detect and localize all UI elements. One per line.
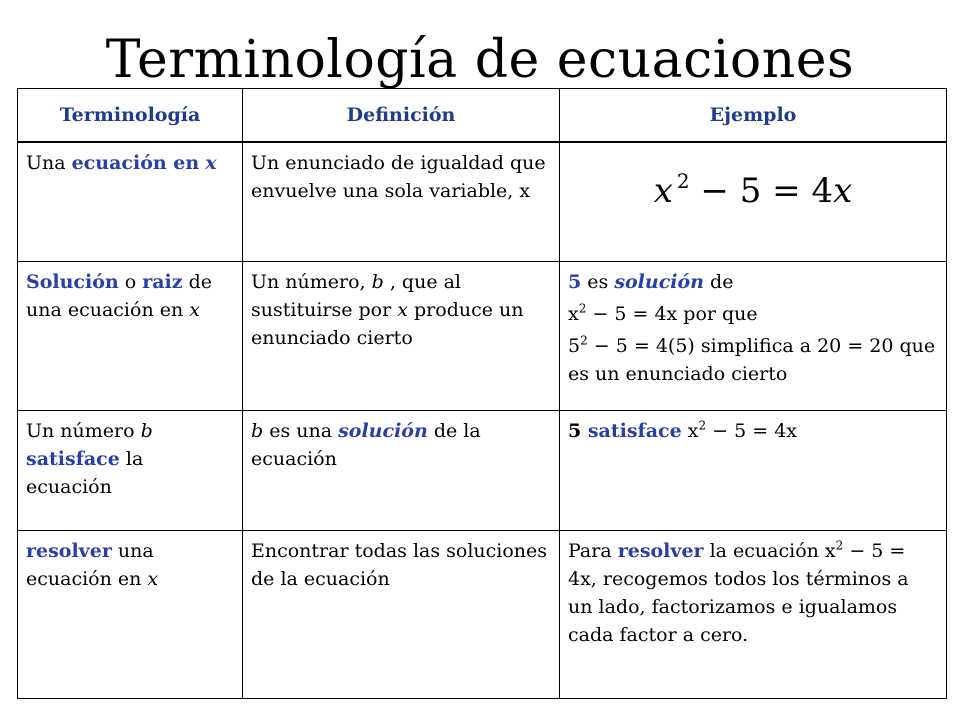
exponent: 2 <box>835 538 844 553</box>
term-cell <box>18 142 243 261</box>
definition-cell: Encontrar todas las soluciones de la ecuación <box>243 530 560 698</box>
definition-cell: Un enunciado de igualdad que envuelve una sola variable, x <box>243 142 560 261</box>
text: de la ecuación <box>251 419 481 470</box>
text: una ecuación en <box>26 539 154 590</box>
number: 5 <box>568 419 582 442</box>
example-cell <box>560 410 947 530</box>
text: es <box>581 270 615 293</box>
text: produce un enunciado cierto <box>251 298 524 349</box>
header-definicion: Definición <box>243 89 560 143</box>
variable: b <box>371 270 384 293</box>
slide-title: Terminología de ecuaciones <box>105 30 855 90</box>
term-cell <box>18 261 243 410</box>
text: , que al sustituirse por <box>251 270 462 321</box>
text: Para <box>568 539 618 562</box>
term-variable: x <box>205 152 217 174</box>
example-line <box>568 268 938 296</box>
exponent: 2 <box>580 333 588 348</box>
table-row <box>18 530 947 698</box>
term-highlight: resolver <box>26 539 112 562</box>
term-variable: x <box>189 298 200 321</box>
text: − 5 = 4(5) simplifica a 20 = 20 que es un enunciado cierto <box>568 334 936 385</box>
number: 5 <box>568 270 582 293</box>
text: Una <box>26 152 72 174</box>
text: o <box>118 270 143 293</box>
text: − 5 = 4x <box>706 419 797 442</box>
exponent: 2 <box>698 418 707 433</box>
definition-cell <box>243 261 560 410</box>
variable: x <box>397 298 408 321</box>
term-cell <box>18 530 243 698</box>
header-terminologia: Terminología <box>18 89 243 143</box>
text: Un número, <box>251 270 372 293</box>
table-row <box>18 410 947 530</box>
example-cell <box>560 142 947 261</box>
term-highlight: solución <box>338 419 428 442</box>
terminology-table <box>17 88 947 699</box>
term-highlight: ecuación en <box>71 152 200 174</box>
table-header-row <box>18 89 947 143</box>
exponent: 2 <box>578 301 587 316</box>
example-cell <box>560 261 947 410</box>
text: − 5 = 4x por que <box>586 302 758 325</box>
text: 5 <box>568 334 581 357</box>
term-cell <box>18 410 243 530</box>
term-highlight: satisface <box>26 447 120 470</box>
text: de <box>704 270 734 293</box>
text: x <box>568 302 579 325</box>
example-line <box>568 332 938 388</box>
example-line <box>568 300 938 328</box>
text: es una <box>263 419 339 442</box>
equation-formula: x $^2$ − 5 = 4x <box>653 169 853 211</box>
variable: x <box>147 567 159 590</box>
table-row <box>18 142 947 261</box>
text: de una ecuación en <box>26 270 213 321</box>
variable: b <box>140 419 153 442</box>
term-highlight: Solución <box>26 270 119 293</box>
text: la ecuación <box>26 447 144 498</box>
term-highlight: resolver <box>617 539 704 562</box>
table-row <box>18 261 947 410</box>
text: Un número <box>26 419 141 442</box>
text: − 5 = 4x, recogemos todos los términos a un lado, factorizamos e igualamos cada factor a cero. <box>568 539 909 646</box>
example-cell <box>560 530 947 698</box>
term-highlight: raiz <box>142 270 183 293</box>
header-ejemplo: Ejemplo <box>560 89 947 143</box>
text: x <box>681 419 699 442</box>
definition-cell <box>243 410 560 530</box>
text: la ecuación x <box>703 539 836 562</box>
variable: b <box>251 419 264 442</box>
term-highlight: solución <box>614 270 704 293</box>
term-highlight: satisface <box>581 419 682 442</box>
